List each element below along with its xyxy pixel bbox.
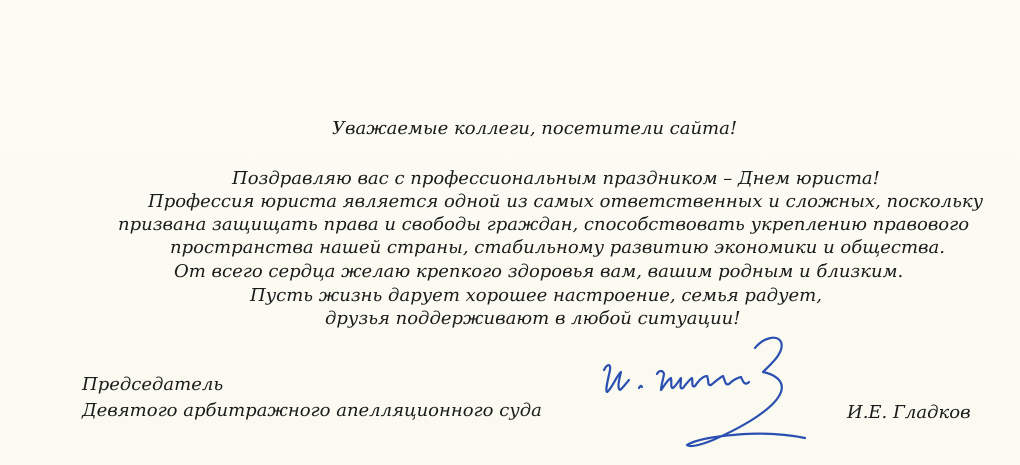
profession-line-2: призвана защищать права и свободы граждан, способствовать укреплению правового: [118, 214, 970, 235]
profession-line-3: пространства нашей страны, стабильному развитию экономики и общества.: [170, 237, 945, 258]
wish-line: От всего сердца желаю крепкого здоровья вам, вашим родным и близким.: [174, 261, 904, 282]
signer-name: И.Е. Гладков: [847, 402, 971, 423]
position-title-line-1: Председатель: [82, 374, 224, 395]
handwritten-signature: [595, 330, 825, 455]
position-title-line-2: Девятого арбитражного апелляционного суда: [82, 400, 542, 421]
closing-line-2: друзья поддерживают в любой ситуации!: [325, 308, 741, 329]
salutation: Уважаемые коллеги, посетители сайта!: [332, 118, 738, 139]
congratulation-line: Поздравляю вас с профессиональным праздником – Днем юриста!: [232, 168, 880, 189]
closing-line-1: Пусть жизнь дарует хорошее настроение, семья радует,: [250, 285, 822, 306]
profession-line-1: Профессия юриста является одной из самых ответственных и сложных, поскольку: [148, 191, 984, 212]
